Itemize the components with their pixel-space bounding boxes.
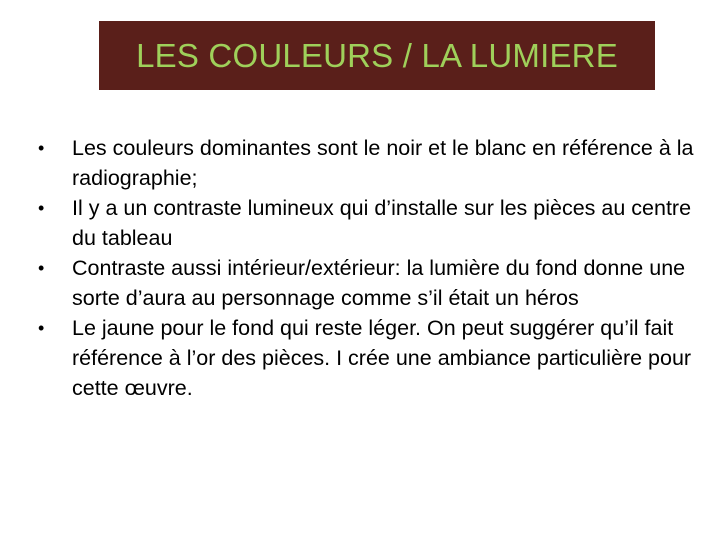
- bullet-icon: •: [38, 198, 45, 218]
- bullet-list: [36, 133, 696, 403]
- bullet-text: Contraste aussi intérieur/extérieur: la lumière du fond donne une sorte d’aura au personnage comme s’il était un héros: [72, 256, 686, 310]
- bullet-item-4: [36, 313, 696, 403]
- bullet-icon: •: [38, 138, 45, 158]
- bullet-text: Il y a un contraste lumineux qui d’installe sur les pièces au centre du tableau: [72, 196, 692, 250]
- bullet-item-3: [36, 253, 696, 313]
- bullet-icon: •: [38, 318, 45, 338]
- slide-title: LES COULEURS / LA LUMIERE: [136, 36, 618, 74]
- bullet-text: Le jaune pour le fond qui reste léger. On peut suggérer qu’il fait référence à l’or des pièces. I crée une ambiance particulière pour cette œuvre.: [72, 316, 692, 400]
- bullet-item-2: [36, 193, 696, 253]
- bullet-icon: •: [38, 258, 45, 278]
- bullet-item-1: [36, 133, 696, 193]
- bullet-text: Les couleurs dominantes sont le noir et le blanc en référence à la radiographie;: [72, 136, 694, 190]
- title-banner: [99, 21, 655, 90]
